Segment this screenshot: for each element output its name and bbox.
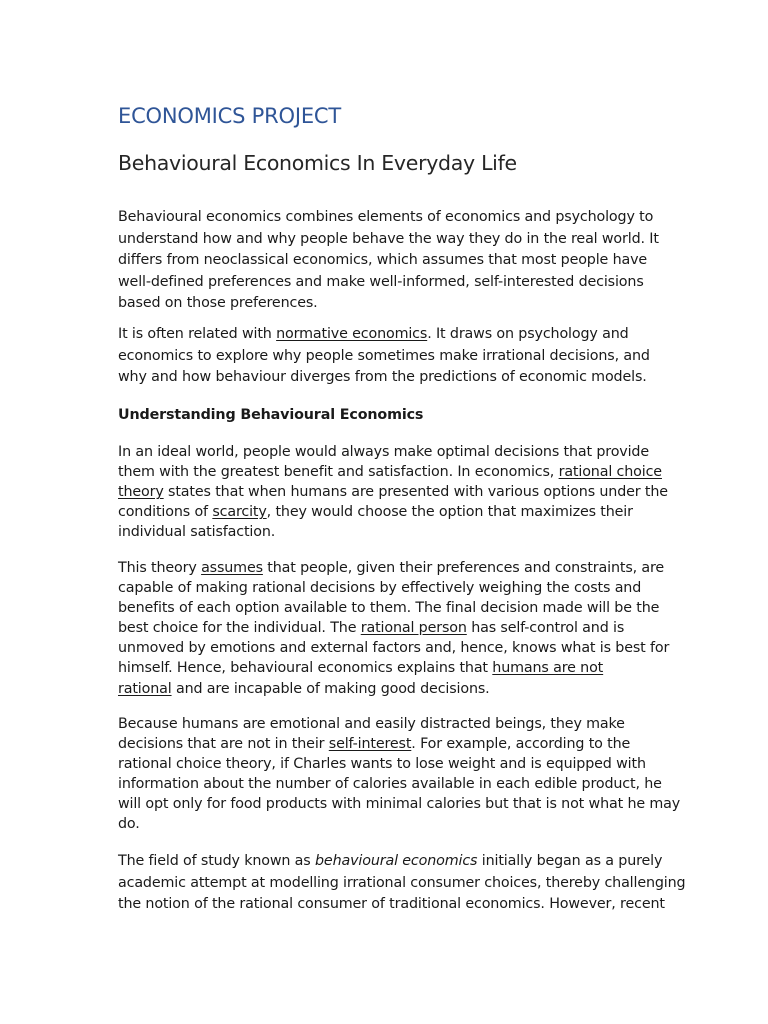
text-run: them with the greatest benefit and satisfaction. In economics, bbox=[118, 464, 559, 481]
link-self-interest[interactable]: self-interest bbox=[328, 736, 412, 753]
text-line bbox=[118, 679, 656, 699]
text-line: In an ideal world, people would always make optimal decisions that provide bbox=[118, 444, 650, 460]
paragraph-normative bbox=[118, 324, 656, 389]
text-line: well-defined preferences and make well-informed, self-interested decisions bbox=[118, 273, 644, 290]
text-run: himself. Hence, behavioural economics explains that bbox=[118, 660, 493, 677]
text-line: Because humans are emotional and easily distracted beings, they make bbox=[118, 716, 625, 732]
text-line: will opt only for food products with minimal calories but that is not what he may bbox=[118, 796, 681, 813]
text-line bbox=[118, 734, 656, 754]
text-run: The field of study known as bbox=[118, 853, 315, 869]
text-line: understand how and why people behave the way they do in the real world. It bbox=[118, 230, 659, 247]
text-run: initially began as a purely bbox=[477, 853, 663, 869]
link-humans-are-not-rational[interactable]: rational bbox=[118, 680, 172, 697]
link-scarcity[interactable]: scarcity bbox=[212, 504, 267, 521]
text-line bbox=[118, 851, 663, 873]
link-humans-are-not-rational[interactable]: humans are not bbox=[492, 660, 604, 677]
text-run: states that when humans are presented with various options under the bbox=[163, 484, 668, 501]
text-run: This theory bbox=[118, 560, 202, 576]
paragraph-self-interest bbox=[118, 714, 681, 835]
section-heading bbox=[118, 405, 656, 427]
emphasis-behavioural-economics: behavioural economics bbox=[315, 853, 478, 869]
paragraph-field-of-study bbox=[118, 851, 686, 916]
text-line: academic attempt at modelling irrational consumer choices, thereby challenging bbox=[118, 874, 686, 891]
link-rational-choice-theory[interactable]: rational choice bbox=[558, 464, 662, 481]
paragraph-theory-assumes bbox=[118, 558, 670, 699]
text-line: economics to explore why people sometimes make irrational decisions, and bbox=[118, 347, 650, 364]
link-rational-choice-theory[interactable]: theory bbox=[118, 484, 164, 501]
text-line bbox=[118, 462, 662, 482]
text-line: why and how behaviour diverges from the predictions of economic models. bbox=[118, 369, 647, 385]
link-normative-economics[interactable]: normative economics bbox=[276, 326, 428, 342]
text-run: best choice for the individual. The bbox=[118, 620, 361, 637]
text-line: capable of making rational decisions by effectively weighing the costs and bbox=[118, 580, 642, 597]
text-line: information about the number of calories available in each edible product, he bbox=[118, 776, 662, 793]
text-line: differs from neoclassical economics, which assumes that most people have bbox=[118, 252, 648, 268]
text-line bbox=[118, 618, 656, 638]
paragraph-rational-choice bbox=[118, 442, 668, 542]
section-heading-text: Understanding Behavioural Economics bbox=[118, 407, 424, 423]
text-line bbox=[118, 558, 665, 578]
document-subtitle: Behavioural Economics In Everyday Life bbox=[118, 151, 517, 175]
text-line: individual satisfaction. bbox=[118, 524, 276, 541]
text-run: It is often related with bbox=[118, 326, 277, 342]
link-rational-person[interactable]: rational person bbox=[360, 620, 467, 637]
link-assumes[interactable]: assumes bbox=[201, 560, 263, 576]
text-run: . For example, according to the bbox=[411, 736, 631, 753]
text-line bbox=[118, 658, 656, 678]
text-line bbox=[118, 482, 668, 502]
text-run: decisions that are not in their bbox=[118, 736, 329, 753]
text-line: rational choice theory, if Charles wants to lose weight and is equipped with bbox=[118, 756, 646, 773]
text-line: based on those preferences. bbox=[118, 295, 318, 311]
text-line bbox=[118, 502, 656, 522]
text-line: do. bbox=[118, 816, 140, 833]
text-run: and are incapable of making good decisions. bbox=[171, 680, 490, 697]
paragraph-intro bbox=[118, 207, 659, 315]
text-line bbox=[118, 324, 656, 346]
text-line: the notion of the rational consumer of traditional economics. However, recent bbox=[118, 896, 665, 912]
text-line: Behavioural economics combines elements of economics and psychology to bbox=[118, 209, 654, 225]
text-line: unmoved by emotions and external factors and, hence, knows what is best for bbox=[118, 640, 670, 657]
text-run: , they would choose the option that maximizes their bbox=[266, 504, 633, 521]
text-run: that people, given their preferences and constraints, are bbox=[262, 560, 665, 576]
text-run: conditions of bbox=[118, 504, 213, 521]
document-title: ECONOMICS PROJECT bbox=[118, 104, 342, 128]
text-run: . It draws on psychology and bbox=[427, 326, 629, 342]
text-run: has self-control and is bbox=[466, 620, 625, 637]
text-line: benefits of each option available to them. The final decision made will be the bbox=[118, 600, 660, 617]
